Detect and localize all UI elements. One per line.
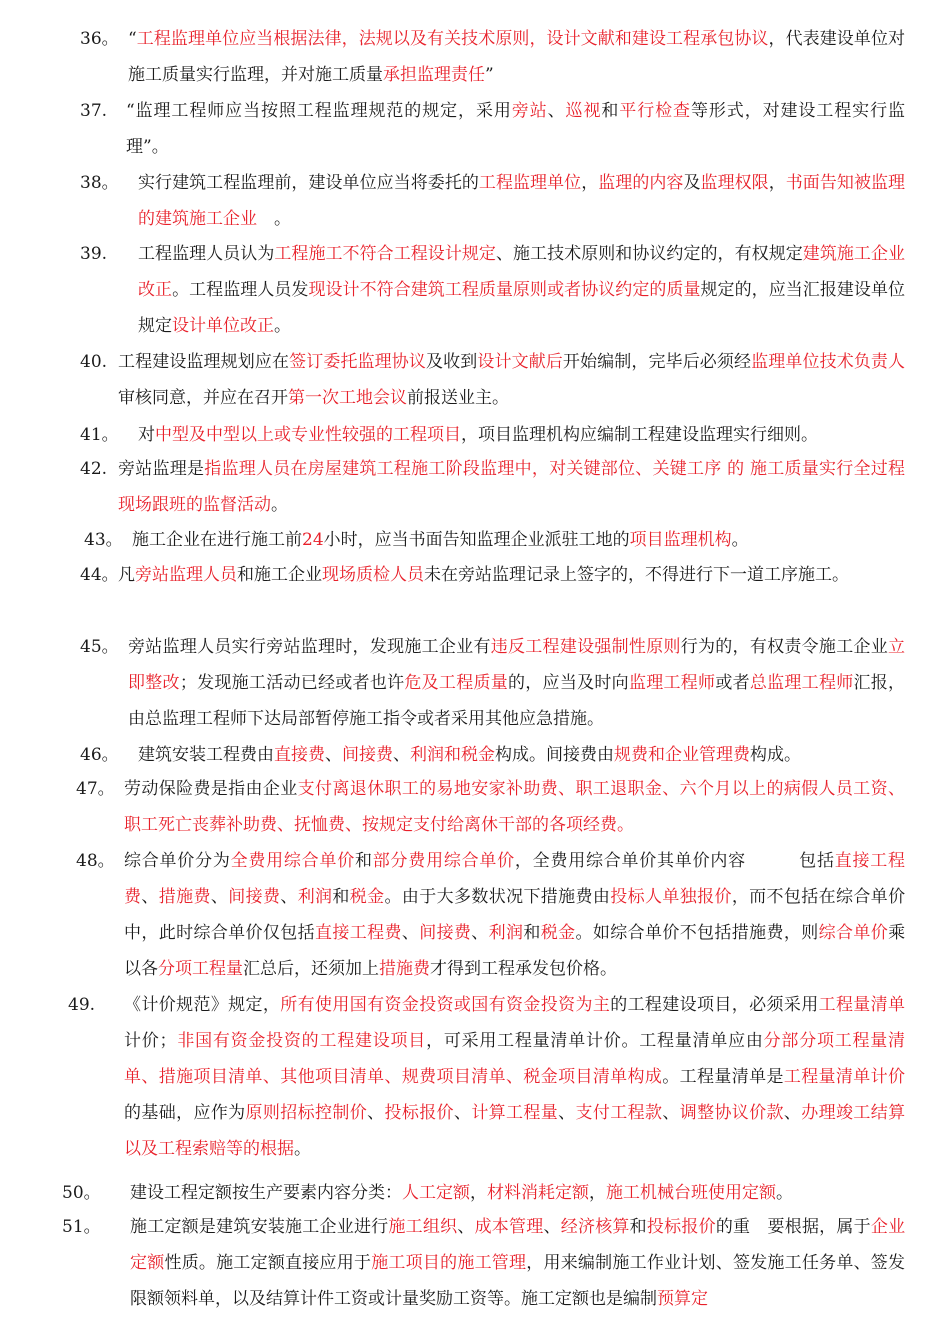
item-text xyxy=(130,1175,905,1211)
body-text: 。 xyxy=(731,530,749,550)
highlighted-text: 支付工程款 xyxy=(575,1103,663,1123)
highlighted-text: 监理工程师 xyxy=(628,673,716,693)
body-text: 及收到 xyxy=(426,352,478,372)
highlighted-text: 设计文献后 xyxy=(477,352,563,372)
body-text: 和 xyxy=(354,851,373,871)
body-text: 、 xyxy=(471,923,489,943)
body-text: ，用来编制施工作业计划、签发施工任务单、签发限额领料单，以及结算计件工资或计量奖励工资等。施工定额也是编制 xyxy=(130,1253,906,1309)
item-text xyxy=(138,417,905,453)
body-text: 未在旁站监理记录上签字的，不得进行下一道工序施工。 xyxy=(424,565,849,585)
body-text: ，而不包括在综合单价中，此时综合单价仅包括 xyxy=(124,887,906,943)
highlighted-text: 建筑施工企业改正 xyxy=(138,244,906,300)
highlighted-text: 现设计不符合建筑工程质量原则或者协议约定的质量 xyxy=(308,280,701,300)
highlighted-text: 分部分项工程量清单、措施项目清单、其他项目清单、规费项目清单、税金项目清单构成 xyxy=(124,1031,906,1087)
body-text: 。 xyxy=(776,1183,793,1203)
item-number: 51。 xyxy=(62,1217,101,1237)
highlighted-text: 平行检查 xyxy=(619,101,691,121)
highlighted-text: 经济核算 xyxy=(560,1217,630,1237)
body-text: 构成。 xyxy=(750,745,801,765)
body-text: 、 xyxy=(558,1103,576,1123)
item-number: 46。 xyxy=(80,745,119,765)
highlighted-text: 设计单位改正 xyxy=(172,316,274,336)
body-text: 。 xyxy=(271,495,288,515)
body-text: 汇报，由总监理工程师下达局部暂停施工指令或者采用其他应急措施。 xyxy=(128,673,906,729)
item-text xyxy=(138,165,905,237)
highlighted-text: 第一次工地会议 xyxy=(288,388,407,408)
item-number: 45。 xyxy=(80,637,119,657)
item-number: 39. xyxy=(80,244,108,264)
highlighted-text: 中型及中型以上或专业性较强的工程项目 xyxy=(155,425,461,445)
highlighted-text: 税金 xyxy=(540,923,576,943)
highlighted-text: 措施费 xyxy=(158,887,211,907)
body-text: 构成。间接费由 xyxy=(495,745,614,765)
highlighted-text: 指监理人员在房屋建筑工程施工阶段监理中，对关键部位、关键工序 的 施工质量实行全过程现场跟班的监督活动 xyxy=(118,459,905,515)
body-text: 凡 xyxy=(118,565,135,585)
highlighted-text: 调整协议价款 xyxy=(679,1103,784,1123)
highlighted-text: 施工机械台班使用定额 xyxy=(606,1183,776,1203)
body-text: 。工程量清单是 xyxy=(662,1067,784,1087)
body-text: 的工程建设项目，必须采用 xyxy=(610,995,819,1015)
body-text: 、 xyxy=(547,101,566,121)
highlighted-text: 工程监理单位 xyxy=(478,173,582,193)
highlighted-text: 工程量清单 xyxy=(818,995,906,1015)
body-text: 开始编制，完毕后必须经 xyxy=(562,352,752,372)
item-number: 38。 xyxy=(80,173,119,193)
item-number: 36。 xyxy=(80,29,119,49)
highlighted-text: 间接费 xyxy=(228,887,281,907)
body-text: 、 xyxy=(210,887,229,907)
body-text: 汇总后，还须加上 xyxy=(243,959,379,979)
item-text xyxy=(128,21,905,93)
body-text: ， xyxy=(581,173,599,193)
highlighted-text: 立即整改 xyxy=(128,637,906,693)
highlighted-text: 部分费用综合单价 xyxy=(372,851,515,871)
body-text: 和 xyxy=(523,923,541,943)
highlighted-text: 投标报价 xyxy=(384,1103,454,1123)
body-text: 和施工企业 xyxy=(237,565,322,585)
body-text: 、 xyxy=(783,1103,802,1123)
highlighted-text: 危及工程质量 xyxy=(404,673,509,693)
highlighted-text: 监理单位技术负责人 xyxy=(751,352,906,372)
highlighted-text: 24 xyxy=(302,530,324,550)
highlighted-text: 综合单价 xyxy=(818,923,889,943)
body-text: 实行建筑工程监理前，建设单位应当将委托的 xyxy=(138,173,479,193)
highlighted-text: 分项工程量 xyxy=(158,959,243,979)
highlighted-text: 投标人单独报价 xyxy=(610,887,732,907)
highlighted-text: 间接费 xyxy=(342,745,393,765)
highlighted-text: 利润 xyxy=(488,923,524,943)
body-text: 对 xyxy=(138,425,155,445)
highlighted-text: 承担监理责任 xyxy=(383,65,485,85)
item-text xyxy=(138,737,905,773)
body-text: 规定的，应当汇报建设单位规定 xyxy=(138,280,906,336)
highlighted-text: 工程监理单位应当根据法律，法规以及有关技术原则，设计文献和建设工程承包协议 xyxy=(136,29,769,49)
body-text: ， xyxy=(470,1183,487,1203)
item-number: 40. xyxy=(80,352,108,372)
body-text: 和 xyxy=(629,1217,647,1237)
item-text xyxy=(124,771,905,843)
body-text: 计价； xyxy=(124,1031,177,1051)
body-text: “监理工程师应当按照工程监理规范的规定，采用 xyxy=(126,101,512,121)
body-text: 、 xyxy=(543,1217,561,1237)
item-text xyxy=(118,344,905,416)
item-number: 43。 xyxy=(84,530,123,550)
item-number: 47。 xyxy=(76,779,115,799)
highlighted-text: 预算定 xyxy=(657,1289,708,1309)
body-text: 的基础，应作为 xyxy=(124,1103,246,1123)
highlighted-text: 措施费 xyxy=(379,959,430,979)
item-text xyxy=(118,451,905,523)
highlighted-text: 旁站监理人员 xyxy=(135,565,237,585)
body-text: 及 xyxy=(683,173,701,193)
body-text: 等形式，对建设工程实行监理”。 xyxy=(126,101,906,157)
highlighted-text: 总监理工程师 xyxy=(749,673,854,693)
highlighted-text: 施工组织 xyxy=(388,1217,458,1237)
body-text: 、 xyxy=(367,1103,385,1123)
body-text: 工程监理人员认为 xyxy=(138,244,275,264)
body-text: 乘以各 xyxy=(124,923,906,979)
item-text xyxy=(130,1209,905,1317)
highlighted-text: 签订委托监理协议 xyxy=(289,352,427,372)
body-text: 、施工技术原则和协议约定的，有权规定 xyxy=(495,244,803,264)
body-text: 和 xyxy=(601,101,620,121)
item-text xyxy=(126,93,905,165)
body-text: ， xyxy=(768,173,786,193)
body-text: ；发现施工活动已经或者也许 xyxy=(179,673,405,693)
body-text: ” xyxy=(485,65,494,85)
body-text: 旁站监理人员实行旁站监理时，发现施工企业有 xyxy=(128,637,491,657)
body-text: 、 xyxy=(280,887,298,907)
body-text: ，代表建设单位对施工质量实行监理，并对施工质量 xyxy=(128,29,906,85)
highlighted-text: 间接费 xyxy=(419,923,472,943)
highlighted-text: 工程施工不符合工程设计规定 xyxy=(274,244,496,264)
highlighted-text: 利润和税金 xyxy=(410,745,495,765)
body-text: ，项目监理机构应编制工程建设监理实行细则。 xyxy=(461,425,818,445)
body-text: 小时，应当书面告知监理企业派驻工地的 xyxy=(323,530,630,550)
body-text: 、 xyxy=(325,745,342,765)
body-text: ，全费用综合单价其单价内容 包括 xyxy=(514,851,835,871)
highlighted-text: 直接工程费 xyxy=(315,923,402,943)
highlighted-text: 原则招标控制价 xyxy=(245,1103,368,1123)
highlighted-text: 现场质检人员 xyxy=(322,565,424,585)
highlighted-text: 直接费 xyxy=(274,745,325,765)
highlighted-text: 利润 xyxy=(297,887,333,907)
body-text: 综合单价分为 xyxy=(124,851,231,871)
body-text: 和 xyxy=(332,887,350,907)
highlighted-text: 施工项目的施工管理 xyxy=(371,1253,527,1273)
body-text: 。 xyxy=(274,316,291,336)
body-text: 的重 要根据，属于 xyxy=(715,1217,871,1237)
highlighted-text: 税金 xyxy=(349,887,385,907)
body-text: 施工企业在进行施工前 xyxy=(132,530,302,550)
body-text: 旁站监理是 xyxy=(118,459,205,479)
highlighted-text: 企业定额 xyxy=(130,1217,906,1273)
item-text xyxy=(124,987,905,1167)
body-text: 施工定额是建筑安装施工企业进行 xyxy=(130,1217,389,1237)
item-text xyxy=(138,236,905,344)
body-text: 才得到工程承发包价格。 xyxy=(430,959,617,979)
highlighted-text: 违反工程建设强制性原则 xyxy=(490,637,681,657)
highlighted-text: 成本管理 xyxy=(474,1217,544,1237)
highlighted-text: 工程量清单计价 xyxy=(783,1067,906,1087)
item-number: 50。 xyxy=(62,1183,101,1203)
body-text: “ xyxy=(128,29,137,49)
body-text: 建设工程定额按生产要素内容分类： xyxy=(130,1183,402,1203)
item-text xyxy=(124,843,905,987)
item-number: 37. xyxy=(80,101,108,121)
body-text: 《计价规范》规定， xyxy=(124,995,281,1015)
body-text: 。 xyxy=(294,1139,311,1159)
body-text: 、 xyxy=(141,887,159,907)
body-text: 工程建设监理规划应在 xyxy=(118,352,290,372)
body-text: 或者 xyxy=(715,673,750,693)
body-text: 、 xyxy=(453,1103,472,1123)
highlighted-text: 书面告知被监理的建筑施工企业 xyxy=(138,173,906,229)
body-text: 。 xyxy=(257,209,291,229)
highlighted-text: 全费用综合单价 xyxy=(230,851,355,871)
highlighted-text: 监理权限 xyxy=(700,173,769,193)
highlighted-text: 规费和企业管理费 xyxy=(614,745,750,765)
highlighted-text: 项目监理机构 xyxy=(629,530,732,550)
body-text: 。如综合单价不包括措施费，则 xyxy=(575,923,819,943)
body-text: 。由于大多数状况下措施费由 xyxy=(384,887,611,907)
highlighted-text: 直接工程费 xyxy=(124,851,906,907)
item-number: 49. xyxy=(68,995,96,1015)
highlighted-text: 支付离退休职工的易地安家补助费、职工退职金、六个月以上的病假人员工资、职工死亡丧葬补助费、抚恤费、按规定支付给离休干部的各项经费。 xyxy=(124,779,906,835)
item-number: 44。 xyxy=(80,565,119,585)
body-text: 性质。施工定额直接应用于 xyxy=(164,1253,372,1273)
highlighted-text: 非国有资金投资的工程建设项目 xyxy=(176,1031,427,1051)
highlighted-text: 所有使用国有资金投资或国有资金投资为主 xyxy=(280,995,611,1015)
item-text xyxy=(118,557,905,593)
highlighted-text: 巡视 xyxy=(565,101,602,121)
body-text: 、 xyxy=(457,1217,475,1237)
body-text: 、 xyxy=(662,1103,680,1123)
highlighted-text: 人工定额 xyxy=(402,1183,470,1203)
body-text: 。工程监理人员发 xyxy=(172,280,309,300)
body-text: 建筑安装工程费由 xyxy=(138,745,274,765)
body-text: ，可采用工程量清单计价。工程量清单应由 xyxy=(426,1031,764,1051)
body-text: 劳动保险费是指由企业 xyxy=(124,779,298,799)
item-text xyxy=(128,629,905,737)
highlighted-text: 投标报价 xyxy=(646,1217,716,1237)
body-text: 、 xyxy=(401,923,420,943)
item-number: 48。 xyxy=(76,851,115,871)
body-text: 、 xyxy=(393,745,410,765)
body-text: 行为的，有权责令施工企业 xyxy=(680,637,889,657)
highlighted-text: 监理的内容 xyxy=(598,173,684,193)
highlighted-text: 材料消耗定额 xyxy=(487,1183,589,1203)
item-number: 41。 xyxy=(80,425,119,445)
highlighted-text: 办理竣工结算以及工程索赔等的根据 xyxy=(124,1103,906,1159)
body-text: ， xyxy=(589,1183,606,1203)
highlighted-text: 旁站 xyxy=(511,101,548,121)
body-text: 前报送业主。 xyxy=(407,388,509,408)
item-number: 42. xyxy=(80,459,108,479)
body-text: 审核同意，并应在召开 xyxy=(118,388,288,408)
highlighted-text: 计算工程量 xyxy=(471,1103,559,1123)
body-text: 的，应当及时向 xyxy=(508,673,629,693)
item-text xyxy=(132,522,905,558)
